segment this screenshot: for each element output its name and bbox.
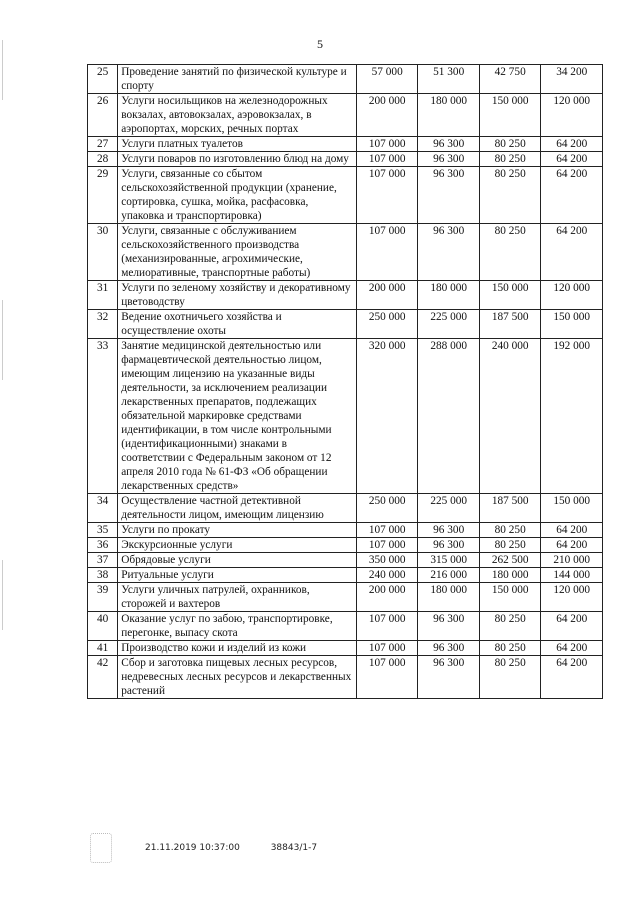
rate-value-1: 107 000 (356, 224, 418, 281)
rate-value-1: 350 000 (356, 553, 418, 568)
rate-value-3: 42 750 (479, 65, 541, 94)
row-description: Оказание услуг по забою, транспортировке, перегонке, выпасу скота (118, 612, 357, 641)
table-row (88, 523, 603, 538)
rate-value-2: 96 300 (418, 523, 480, 538)
row-number: 26 (88, 94, 118, 137)
row-number: 41 (88, 641, 118, 656)
table-row (88, 538, 603, 553)
row-description: Услуги платных туалетов (118, 137, 357, 152)
rate-value-3: 80 250 (479, 137, 541, 152)
scan-margin-mark (2, 560, 3, 630)
row-number: 40 (88, 612, 118, 641)
rate-value-1: 107 000 (356, 538, 418, 553)
rate-value-2: 96 300 (418, 224, 480, 281)
scan-margin-mark (2, 300, 3, 380)
rate-value-2: 96 300 (418, 656, 480, 699)
row-number: 25 (88, 65, 118, 94)
table-row (88, 612, 603, 641)
stamp-mark (90, 833, 112, 863)
rate-value-3: 187 500 (479, 494, 541, 523)
rate-value-2: 96 300 (418, 137, 480, 152)
table-row (88, 339, 603, 494)
rate-value-2: 96 300 (418, 152, 480, 167)
rate-value-4: 120 000 (541, 281, 603, 310)
rate-value-3: 80 250 (479, 538, 541, 553)
rate-value-1: 320 000 (356, 339, 418, 494)
row-description: Экскурсионные услуги (118, 538, 357, 553)
rate-value-3: 80 250 (479, 641, 541, 656)
table-row (88, 568, 603, 583)
table-row (88, 656, 603, 699)
row-number: 30 (88, 224, 118, 281)
rate-value-4: 210 000 (541, 553, 603, 568)
rates-table-body (88, 65, 603, 699)
rate-value-3: 80 250 (479, 167, 541, 224)
rate-value-2: 96 300 (418, 538, 480, 553)
rate-value-1: 200 000 (356, 281, 418, 310)
rate-value-3: 80 250 (479, 523, 541, 538)
rate-value-1: 107 000 (356, 137, 418, 152)
rate-value-4: 64 200 (541, 641, 603, 656)
table-row (88, 152, 603, 167)
rate-value-2: 288 000 (418, 339, 480, 494)
row-description: Ведение охотничьего хозяйства и осуществление охоты (118, 310, 357, 339)
table-row (88, 224, 603, 281)
row-description: Обрядовые услуги (118, 553, 357, 568)
rate-value-2: 180 000 (418, 94, 480, 137)
table-row (88, 494, 603, 523)
row-description: Услуги, связанные с обслуживанием сельскохозяйственного производства (механизированные, агрохимические, мелиоративные, транспортные работы) (118, 224, 357, 281)
rate-value-3: 150 000 (479, 94, 541, 137)
rate-value-3: 80 250 (479, 656, 541, 699)
rate-value-3: 150 000 (479, 583, 541, 612)
rate-value-3: 80 250 (479, 612, 541, 641)
rate-value-1: 107 000 (356, 167, 418, 224)
rate-value-2: 180 000 (418, 583, 480, 612)
rate-value-4: 64 200 (541, 656, 603, 699)
row-number: 28 (88, 152, 118, 167)
rate-value-2: 96 300 (418, 612, 480, 641)
rate-value-4: 144 000 (541, 568, 603, 583)
rate-value-4: 192 000 (541, 339, 603, 494)
row-number: 34 (88, 494, 118, 523)
rate-value-3: 262 500 (479, 553, 541, 568)
row-description: Ритуальные услуги (118, 568, 357, 583)
rate-value-3: 80 250 (479, 224, 541, 281)
rates-table (87, 64, 603, 699)
row-description: Сбор и заготовка пищевых лесных ресурсов, недревесных лесных ресурсов и лекарственных растений (118, 656, 357, 699)
row-description: Услуги носильщиков на железнодорожных вокзалах, автовокзалах, аэровокзалах, в аэропортах, морских, речных портах (118, 94, 357, 137)
rate-value-2: 96 300 (418, 641, 480, 656)
rate-value-2: 315 000 (418, 553, 480, 568)
row-number: 27 (88, 137, 118, 152)
rate-value-2: 225 000 (418, 494, 480, 523)
rate-value-4: 64 200 (541, 224, 603, 281)
row-description: Занятие медицинской деятельностью или фармацевтической деятельностью лицом, имеющим лицензию на указанные виды деятельности, за исключением реализации лекарственных препаратов, подлежащих обязательной маркировке средствами идентификации, в том числе контрольными (идентификационными) знаками в соответствии с Федеральным законом от 12 апреля 2010 года № 61-ФЗ «Об обращении лекарственных средств» (118, 339, 357, 494)
table-row (88, 167, 603, 224)
rate-value-4: 34 200 (541, 65, 603, 94)
row-number: 29 (88, 167, 118, 224)
table-row (88, 94, 603, 137)
rate-value-4: 150 000 (541, 494, 603, 523)
rate-value-4: 64 200 (541, 167, 603, 224)
rate-value-1: 107 000 (356, 523, 418, 538)
rate-value-2: 96 300 (418, 167, 480, 224)
rate-value-1: 200 000 (356, 94, 418, 137)
row-number: 42 (88, 656, 118, 699)
rate-value-4: 120 000 (541, 583, 603, 612)
rate-value-1: 107 000 (356, 641, 418, 656)
row-number: 33 (88, 339, 118, 494)
rate-value-1: 107 000 (356, 656, 418, 699)
row-number: 31 (88, 281, 118, 310)
table-row (88, 583, 603, 612)
rate-value-4: 120 000 (541, 94, 603, 137)
rate-value-3: 187 500 (479, 310, 541, 339)
row-description: Услуги уличных патрулей, охранников, сторожей и вахтеров (118, 583, 357, 612)
rate-value-1: 250 000 (356, 310, 418, 339)
rate-value-4: 64 200 (541, 538, 603, 553)
rate-value-3: 240 000 (479, 339, 541, 494)
row-description: Услуги, связанные со сбытом сельскохозяйственной продукции (хранение, сортировка, сушка, мойка, расфасовка, упаковка и транспортировка) (118, 167, 357, 224)
row-description: Услуги по зеленому хозяйству и декоративному цветоводству (118, 281, 357, 310)
rate-value-1: 240 000 (356, 568, 418, 583)
rate-value-1: 107 000 (356, 612, 418, 641)
footer-doc-id: 38843/1-7 (270, 843, 318, 853)
table-row (88, 641, 603, 656)
table-row (88, 553, 603, 568)
rate-value-4: 150 000 (541, 310, 603, 339)
footer (145, 843, 345, 853)
table-row (88, 281, 603, 310)
rate-value-2: 225 000 (418, 310, 480, 339)
rate-value-3: 180 000 (479, 568, 541, 583)
row-description: Осуществление частной детективной деятельности лицом, имеющим лицензию (118, 494, 357, 523)
rate-value-3: 150 000 (479, 281, 541, 310)
row-number: 35 (88, 523, 118, 538)
rate-value-1: 250 000 (356, 494, 418, 523)
rate-value-1: 200 000 (356, 583, 418, 612)
table-row (88, 65, 603, 94)
rate-value-4: 64 200 (541, 612, 603, 641)
row-number: 36 (88, 538, 118, 553)
rate-value-4: 64 200 (541, 137, 603, 152)
rate-value-4: 64 200 (541, 523, 603, 538)
row-description: Услуги по прокату (118, 523, 357, 538)
row-number: 39 (88, 583, 118, 612)
rate-value-2: 51 300 (418, 65, 480, 94)
footer-datetime: 21.11.2019 10:37:00 (145, 843, 240, 853)
table-row (88, 137, 603, 152)
row-number: 37 (88, 553, 118, 568)
rate-value-2: 216 000 (418, 568, 480, 583)
table-row (88, 310, 603, 339)
rate-value-3: 80 250 (479, 152, 541, 167)
row-description: Проведение занятий по физической культуре и спорту (118, 65, 357, 94)
rate-value-1: 57 000 (356, 65, 418, 94)
rate-value-4: 64 200 (541, 152, 603, 167)
row-description: Услуги поваров по изготовлению блюд на дому (118, 152, 357, 167)
row-number: 38 (88, 568, 118, 583)
page-number: 5 (317, 37, 323, 51)
row-description: Производство кожи и изделий из кожи (118, 641, 357, 656)
rate-value-1: 107 000 (356, 152, 418, 167)
row-number: 32 (88, 310, 118, 339)
rate-value-2: 180 000 (418, 281, 480, 310)
